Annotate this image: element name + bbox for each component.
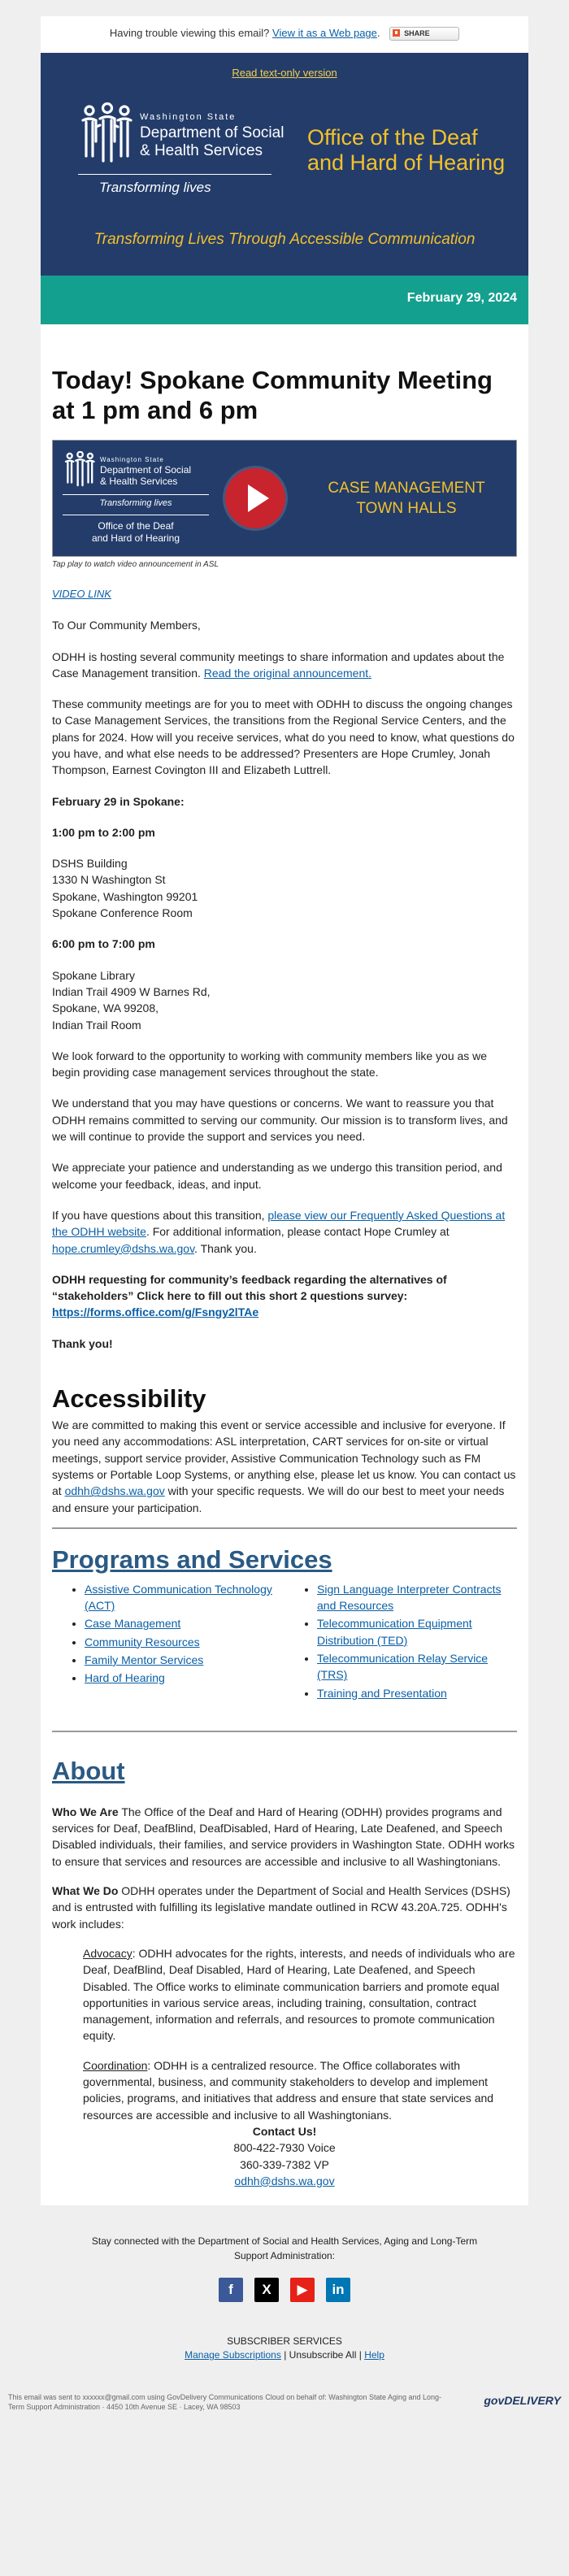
contact-vp: 360-339-7382 VP: [240, 2157, 329, 2171]
session2-time: 6:00 pm to 7:00 pm: [52, 937, 155, 951]
linkedin-icon[interactable]: in: [326, 2278, 350, 2302]
main-content: [41, 324, 528, 2205]
coordination: Coordination: ODHH is a centralized resource. The Office collaborates with governmental, business, and community stakeholders to develop and implement policies, programs, and initiatives that address and ensure that state services and resources are accessible and inclusive to all Washingtonians.: [83, 2058, 494, 2122]
program-item: [85, 1652, 284, 1668]
session1-location: DSHS Building 1330 N Washington St Spokane, Washington 99201 Spokane Conference Room: [52, 857, 198, 920]
dshs-people-icon: [78, 102, 135, 169]
video-link[interactable]: VIDEO LINK: [52, 588, 111, 601]
faq-paragraph: If you have questions about this transition, please view our Frequently Asked Questions at the ODHH website. For additional information, please contact Hope Crumley at hope.crumley@dshs.wa.gov. Thank you.: [52, 1208, 506, 1255]
survey-paragraph: ODHH requesting for community’s feedback regarding the alternatives of “stakeholders” Click here to fill out this short 2 questions survey: https://forms.office.com/g/Fsngy2lTAe: [52, 1272, 447, 1319]
program-link[interactable]: Family Mentor Services: [85, 1653, 204, 1666]
program-link[interactable]: Case Management: [85, 1617, 181, 1631]
share-icon: [393, 29, 400, 37]
programs-list-left: [52, 1581, 284, 1703]
text-only-link[interactable]: Read text-only version: [232, 66, 337, 79]
preheader-text: Having trouble viewing this email?: [109, 27, 270, 39]
banner-title: CASE MANAGEMENT TOWN HALLS: [328, 479, 485, 517]
fine-print: This email was sent to xxxxxx@gmail.com using GovDelivery Communications Cloud on behalf of: Washington State Aging and Long-Term Support Administration · 4450 10th Avenue SE · Lacey, WA 98503 govDELIVERY: [8, 2392, 561, 2411]
about-heading[interactable]: About: [52, 1756, 125, 1785]
stay-connected-text: Stay connected with the Department of Social and Health Services, Aging and Long-Term Support Administration:: [91, 2235, 478, 2261]
banner-logo: Washington State Department of Social & Health Services Transforming lives Office of the Deaf and Hard of Hearing: [63, 451, 209, 545]
reassure-paragraph: We understand that you may have questions or concerns. We want to reassure you that ODHH remains committed to serving our community. Our mission is to transform lives, and we will continue to provide the support and services you need.: [52, 1097, 508, 1144]
what-we-do: What We Do ODHH operates under the Department of Social and Health Services (DSHS) and is entrusted with fulfilling its legislative mandate outlined in RCW 43.20A.725. ODHH's work includes:: [52, 1884, 510, 1931]
facebook-icon[interactable]: f: [219, 2278, 243, 2302]
contact-email-link[interactable]: odhh@dshs.wa.gov: [234, 2174, 335, 2187]
program-item: [85, 1615, 284, 1631]
preheader: Having trouble viewing this email? View it as a Web page. SHARE: [41, 16, 528, 53]
agency-name-2: & Health Services: [140, 141, 263, 159]
program-item: [85, 1634, 284, 1650]
program-item: [317, 1615, 517, 1649]
header-logo: [57, 102, 512, 198]
contact-voice: 800-422-7930 Voice: [233, 2141, 336, 2155]
govdelivery-logo[interactable]: govDELIVERY: [484, 2393, 561, 2407]
survey-link[interactable]: https://forms.office.com/g/Fsngy2lTAe: [52, 1305, 259, 1319]
dshs-logo: [78, 102, 298, 198]
logo-divider: [78, 174, 271, 175]
program-item: [317, 1685, 517, 1701]
email-header: [41, 53, 528, 276]
contact-block: [52, 2123, 517, 2189]
thank-you: Thank you!: [52, 1336, 113, 1350]
email-footer: [0, 2205, 569, 2444]
play-icon[interactable]: [225, 468, 285, 528]
advocacy: Advocacy: ODHH advocates for the rights, interests, and needs of individuals who are Deaf, DeafBlind, Deaf Disabled, Hard of Hearing, Late Deafened, and Speech Disabled. The Office works to eliminate communication barriers and promote equal opportunities in various service areas, including training, consultation, contract management, information and referrals, and resources to promote communication equity.: [83, 1946, 515, 2043]
web-page-link[interactable]: View it as a Web page: [272, 27, 377, 39]
program-item: [85, 1670, 284, 1686]
program-item: [317, 1581, 517, 1614]
program-link[interactable]: Telecommunication Relay Service (TRS): [317, 1651, 489, 1682]
who-we-are: Who We Are The Office of the Deaf and Hard of Hearing (ODHH) provides programs and services for Deaf, DeafBlind, DeafDisabled, Hard of Hearing, Late Deafened, and Speech Disabled individuals, their families, and service providers in Washington State. ODHH works to ensure that services and resources are accessible and inclusive to all Washingtonians.: [52, 1805, 515, 1868]
accessibility-section: [52, 1384, 517, 1516]
email-container: [41, 16, 528, 2205]
date-bar: [41, 276, 528, 324]
youtube-icon[interactable]: ▶: [290, 2278, 315, 2302]
program-item: [317, 1650, 517, 1683]
date-heading: February 29 in Spokane:: [52, 794, 185, 808]
article-headline: Today! Spokane Community Meeting at 1 pm and 6 pm: [52, 365, 493, 424]
purpose-paragraph: These community meetings are for you to meet with ODHH to discuss the ongoing changes to Case Management Services, the transitions from the Regional Service Centers, and the plans for 2024. How will you receive services, what do you need to know, what questions do you have, and what else needs to be addressed? Presenters are Hope Crumley, Jonah Thompson, Earnest Covington III and Elizabeth Luttrell.: [52, 697, 515, 777]
program-link[interactable]: Hard of Hearing: [85, 1671, 165, 1685]
video-caption: Tap play to watch video announcement in ASL: [52, 559, 219, 569]
programs-list-right: [284, 1581, 517, 1703]
manage-subscriptions-link[interactable]: Manage Subscriptions: [185, 2349, 281, 2361]
banner-people-icon: [63, 451, 97, 490]
subscriber-services: SUBSCRIBER SERVICES Manage Subscriptions | Unsubscribe All | Help: [185, 2335, 384, 2361]
issue-date: February 29, 2024: [406, 290, 517, 305]
programs-section: [52, 1545, 517, 1703]
program-link[interactable]: Telecommunication Equipment Distribution (TED): [317, 1617, 472, 1647]
accessibility-heading: Accessibility: [52, 1384, 206, 1414]
unsubscribe-all[interactable]: Unsubscribe All: [289, 2349, 357, 2361]
session1-time: 1:00 pm to 2:00 pm: [52, 825, 155, 839]
program-item: [85, 1581, 284, 1614]
header-tagline: Transforming Lives Through Accessible Communication: [93, 231, 476, 249]
section-divider: [52, 1731, 517, 1732]
accessibility-text: We are committed to making this event or service accessible and inclusive for everyone. If you need any accommodations: ASL interpretation, CART services for on-site or virtual meetings, support service provider, Assistive Communication Technology such as FM systems or Portable Loop Systems, or anything else, please let us know. You can contact us at odhh@dshs.wa.gov with your specific requests. We will do our best to meet your needs and ensure your participation.: [52, 1418, 516, 1514]
program-link[interactable]: Assistive Communication Technology (ACT): [85, 1582, 272, 1613]
appreciate-paragraph: We appreciate your patience and understanding as we undergo this transition period, and welcome your feedback, ideas, and input.: [52, 1161, 502, 1191]
original-announcement-link[interactable]: Read the original announcement.: [203, 666, 372, 680]
social-links: [0, 2278, 569, 2302]
section-divider: [52, 1527, 517, 1529]
greeting: To Our Community Members,: [52, 619, 201, 632]
contact-heading: Contact Us!: [252, 2124, 317, 2138]
about-section: [52, 1757, 517, 2189]
intro-paragraph: ODHH is hosting several community meetings to share information and updates about the Case Management transition. Read the original announcement.: [52, 649, 505, 680]
video-banner[interactable]: [52, 440, 517, 557]
session2-location: Spokane Library Indian Trail 4909 W Barnes Rd, Spokane, WA 99208, Indian Trail Room: [52, 968, 211, 1032]
program-link[interactable]: Community Resources: [85, 1635, 200, 1649]
agency-state: Washington State: [140, 111, 237, 122]
odhh-email-link[interactable]: odhh@dshs.wa.gov: [64, 1484, 165, 1498]
agency-name-1: Department of Social: [140, 124, 284, 141]
agency-tagline: Transforming lives: [99, 179, 211, 195]
x-icon[interactable]: X: [254, 2278, 279, 2302]
program-link[interactable]: Sign Language Interpreter Contracts and Resources: [317, 1582, 502, 1613]
help-link[interactable]: Help: [364, 2349, 384, 2361]
forward-paragraph: We look forward to the opportunity to working with community members like you as we begin providing case management services throughout the state.: [52, 1049, 488, 1079]
programs-heading[interactable]: Programs and Services: [52, 1544, 332, 1574]
program-link[interactable]: Training and Presentation: [317, 1686, 447, 1700]
share-button[interactable]: SHARE: [389, 27, 459, 41]
hope-email-link[interactable]: hope.crumley@dshs.wa.gov: [52, 1241, 195, 1255]
office-title: Office of the Deaf and Hard of Hearing: [307, 124, 506, 175]
faq-link[interactable]: please view our Frequently Asked Questions at the ODHH website: [52, 1208, 506, 1239]
